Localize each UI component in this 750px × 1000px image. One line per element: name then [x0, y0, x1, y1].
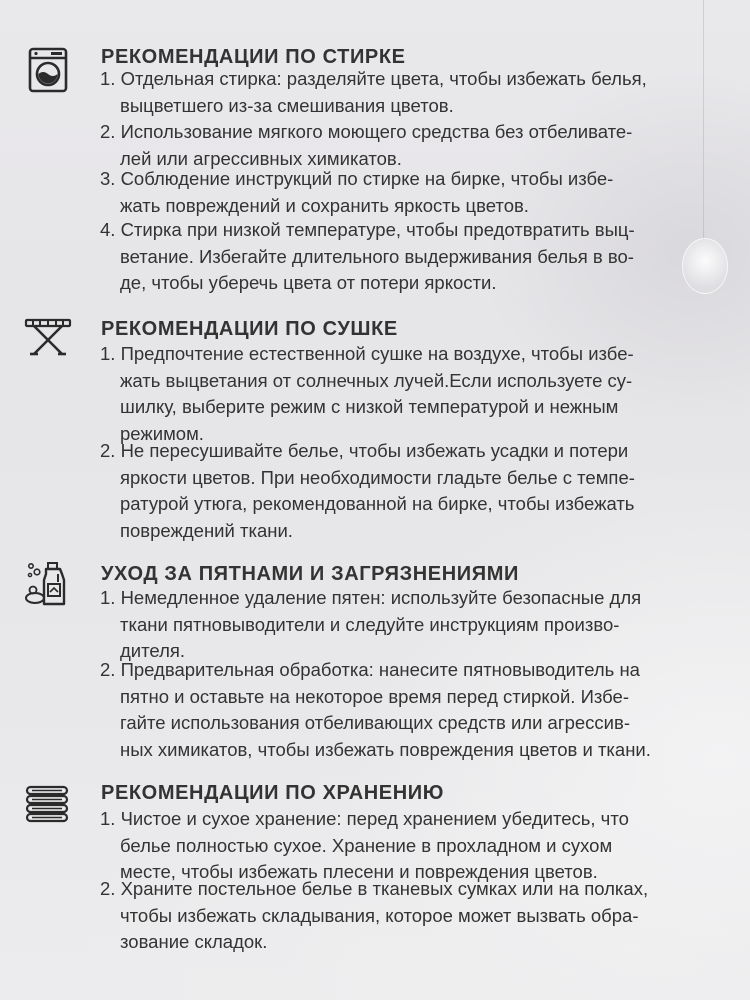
list-item: 3. Соблюдение инструкций по стирке на бирке, чтобы избе- жать повреждений и сохранить яркость цветов. — [100, 168, 614, 216]
section-title: РЕКОМЕНДАЦИИ ПО СУШКЕ — [101, 318, 398, 340]
list-item: 1. Немедленное удаление пятен: используйте безопасные для ткани пятновыводители и следуйте инструкциям произво- дителя. — [100, 587, 642, 661]
detergent-bottle-icon — [24, 560, 72, 608]
section-title: РЕКОМЕНДАЦИИ ПО ХРАНЕНИЮ — [101, 782, 444, 804]
list-item: 1. Чистое и сухое хранение: перед хранением убедитесь, что белье полностью сухое. Хранение в прохладном и сухом месте, чтобы избежать плесени и повреждения цветов. — [100, 808, 629, 882]
list-item: 2. Использование мягкого моющего средства без отбеливате- лей или агрессивных химикатов. — [100, 121, 633, 169]
washing-machine-icon — [24, 46, 72, 94]
list-item: 1. Предпочтение естественной сушке на воздухе, чтобы избе- жать выцветания от солнечных лучей.Если используете су- шилку, выберите режим с низкой температурой и нежным режимом. — [100, 343, 634, 444]
list-item: 2. Не пересушивайте белье, чтобы избежать усадки и потери яркости цветов. При необходимости гладьте белье с темпе- ратурой утюга, рекомендованной на бирке, чтобы избежать повреждений ткани. — [100, 440, 635, 541]
list-item: 2. Предварительная обработка: нанесите пятновыводитель на пятно и оставьте на некоторое время перед стиркой. Избе- гайте использования отбеливающих средств или агрессив- ных химикатов, чтобы избежать повреждения цветов и ткани. — [100, 659, 651, 760]
drying-rack-icon — [24, 314, 72, 362]
list-item: 4. Стирка при низкой температуре, чтобы предотвратить выц- ветание. Избегайте длительного выдерживания белья в во- де, чтобы уберечь цвета от потери яркости. — [100, 219, 635, 293]
section-title: УХОД ЗА ПЯТНАМИ И ЗАГРЯЗНЕНИЯМИ — [101, 563, 519, 585]
section-title: РЕКОМЕНДАЦИИ ПО СТИРКЕ — [101, 46, 406, 68]
list-item: 2. Храните постельное белье в тканевых сумках или на полках, чтобы избежать складывания, которое может вызвать обра- зование складок. — [100, 878, 649, 952]
folded-towels-icon — [24, 781, 72, 829]
list-item: 1. Отдельная стирка: разделяйте цвета, чтобы избежать белья, выцветшего из-за смешивания цветов. — [100, 68, 647, 116]
